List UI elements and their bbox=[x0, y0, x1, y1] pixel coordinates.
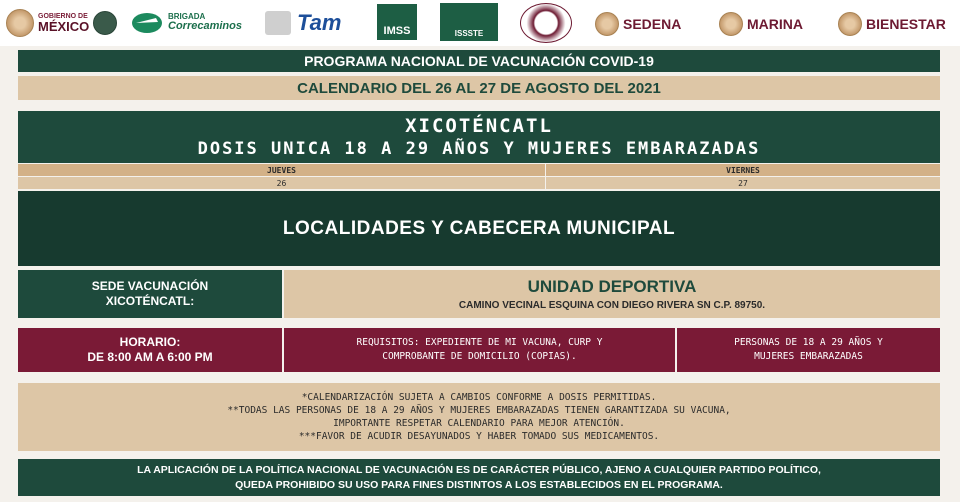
dose-info: DOSIS UNICA 18 A 29 AÑOS Y MUJERES EMBARAZADAS bbox=[197, 139, 761, 159]
note-1: *CALENDARIZACIÓN SUJETA A CAMBIOS CONFORME A DOSIS PERMITIDAS. bbox=[301, 392, 657, 403]
sedena-logo bbox=[595, 12, 681, 36]
correcaminos-bird-icon bbox=[130, 9, 164, 35]
imss-text: IMSS bbox=[383, 25, 411, 37]
tamaulipas-crest-icon bbox=[265, 11, 291, 35]
note-4: ***FAVOR DE ACUDIR DESAYUNADOS Y HABER TOMADO SUS MEDICAMENTOS. bbox=[298, 431, 660, 442]
sedena-seal-icon bbox=[595, 12, 619, 36]
imss-logo bbox=[377, 4, 417, 40]
schedule-hours: DE 8:00 AM A 6:00 PM bbox=[87, 350, 213, 364]
institutional-seal bbox=[520, 3, 572, 43]
tamaulipas-seal-icon bbox=[93, 11, 117, 35]
audience-line1: PERSONAS DE 18 A 29 AÑOS Y bbox=[734, 337, 883, 348]
gobierno-seal-icon bbox=[6, 9, 34, 37]
localities-banner: LOCALIDADES Y CABECERA MUNICIPAL bbox=[18, 191, 940, 266]
issste-text: ISSSTE bbox=[454, 29, 484, 38]
venue-label-line2: XICOTÉNCATL: bbox=[105, 294, 195, 308]
audience-cell bbox=[677, 328, 940, 372]
brigada-big-text: Correcaminos bbox=[168, 19, 242, 32]
marina-seal-icon bbox=[719, 12, 743, 36]
notes-box bbox=[18, 383, 940, 451]
venue-label-line1: SEDE VACUNACIÓN bbox=[91, 279, 209, 293]
program-title: PROGRAMA NACIONAL DE VACUNACIÓN COVID-19 bbox=[18, 50, 940, 72]
note-2: **TODAS LAS PERSONAS DE 18 A 29 AÑOS Y MUJERES EMBARAZADAS TIENEN GARANTIZADA SU VACUNA, bbox=[227, 405, 731, 416]
day-name-thursday: JUEVES bbox=[18, 164, 545, 176]
venue-name: UNIDAD DEPORTIVA bbox=[527, 277, 697, 296]
schedule-label: HORARIO: bbox=[119, 335, 181, 349]
venue-label bbox=[18, 270, 282, 318]
municipality-header bbox=[18, 111, 940, 163]
sedena-text: SEDENA bbox=[623, 16, 682, 32]
schedule-cell bbox=[18, 328, 282, 372]
issste-logo bbox=[440, 3, 498, 41]
note-3: IMPORTANTE RESPETAR CALENDARIO PARA MEJOR ATENCIÓN. bbox=[333, 418, 625, 429]
day-date-friday: 27 bbox=[546, 177, 940, 189]
requirements-cell bbox=[284, 328, 675, 372]
tamaulipas-logo bbox=[265, 11, 341, 35]
day-date-thursday: 26 bbox=[18, 177, 545, 189]
gobierno-mexico-logo bbox=[6, 9, 117, 37]
venue-info bbox=[284, 270, 940, 318]
disclaimer-line2: QUEDA PROHIBIDO SU USO PARA FINES DISTINTOS A LOS ESTABLECIDOS EN EL PROGRAMA. bbox=[235, 478, 723, 491]
municipality-name: XICOTÉNCATL bbox=[405, 115, 553, 137]
requirements-line2: COMPROBANTE DE DOMICILIO (COPIAS). bbox=[382, 351, 577, 362]
brigada-small-text: BRIGADA bbox=[168, 11, 206, 21]
calendar-title: CALENDARIO DEL 26 AL 27 DE AGOSTO DEL 2021 bbox=[18, 76, 940, 100]
logo-strip bbox=[0, 0, 960, 46]
marina-logo bbox=[719, 12, 803, 36]
requirements-line1: REQUISITOS: EXPEDIENTE DE MI VACUNA, CURP Y bbox=[356, 337, 603, 348]
venue-address: CAMINO VECINAL ESQUINA CON DIEGO RIVERA SN C.P. 89750. bbox=[458, 300, 766, 311]
gobierno-small-text: GOBIERNO DE bbox=[38, 13, 88, 20]
disclaimer-line1: LA APLICACIÓN DE LA POLÍTICA NACIONAL DE VACUNACIÓN ES DE CARÁCTER PÚBLICO, AJENO A CUALQUIER PARTIDO POLÍTICO, bbox=[137, 463, 821, 476]
gobierno-big-text: MÉXICO bbox=[38, 19, 90, 34]
marina-text: MARINA bbox=[747, 16, 803, 32]
brigada-correcaminos-logo bbox=[130, 9, 242, 35]
disclaimer bbox=[18, 459, 940, 496]
audience-line2: MUJERES EMBARAZADAS bbox=[754, 351, 863, 362]
bienestar-text: BIENESTAR bbox=[866, 16, 946, 32]
bienestar-seal-icon bbox=[838, 12, 862, 36]
bienestar-logo bbox=[838, 12, 946, 36]
tam-text: Tam bbox=[297, 10, 342, 35]
eagle-seal-icon bbox=[520, 3, 572, 43]
day-name-friday: VIERNES bbox=[546, 164, 940, 176]
